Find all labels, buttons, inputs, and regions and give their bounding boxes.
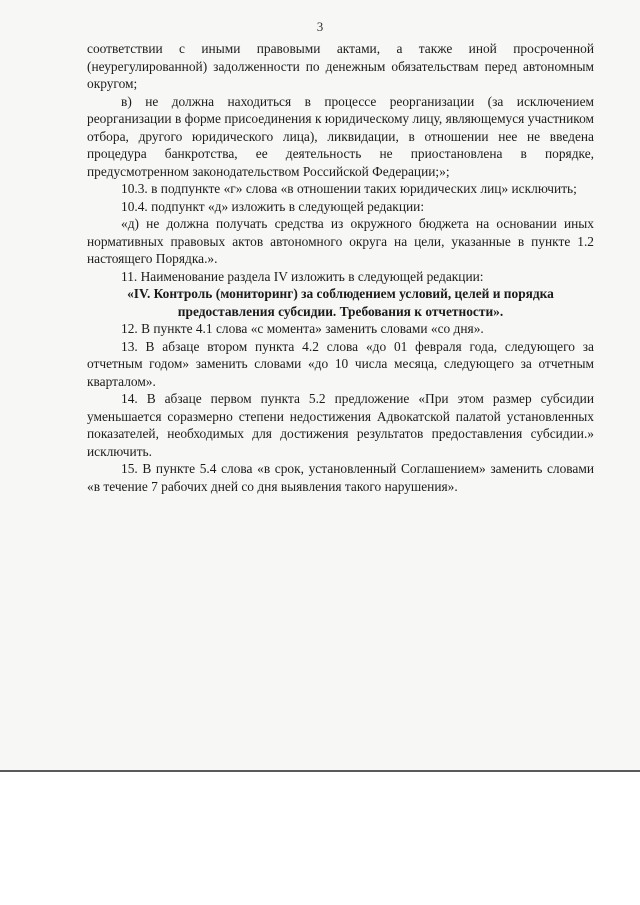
section-heading: «IV. Контроль (мониторинг) за соблюдением условий, целей и порядка предоставления субсидии. Требования к отчетности». xyxy=(127,286,554,319)
paragraph-11: 11. Наименование раздела IV изложить в следующей редакции: xyxy=(121,268,484,284)
paragraph-10-4: 10.4. подпункт «д» изложить в следующей редакции: xyxy=(121,198,425,214)
page-number: 3 xyxy=(316,19,324,34)
paragraph-15: 15. В пункте 5.4 слова «в срок, установленный Соглашением» заменить словами «в течение 7 рабочих дней со дня выявления такого нарушения». xyxy=(87,461,594,494)
paragraph-item-v: в) не должна находиться в процессе реорганизации (за исключением реорганизации в форме присоединения к юридическому лицу, являющемуся участником отбора, другого юридического лица), ликвидации, в отношении нее не введена процедура банкротства, ее деятельность не приостановлена в порядке, предусмотренном законодательством Российской Федерации;»; xyxy=(87,93,594,179)
paragraph-13: 13. В абзаце втором пункта 4.2 слова «до 01 февраля года, следующего за отчетным годом» заменить словами «до 10 числа месяца, следующего за отчетным кварталом». xyxy=(87,338,594,389)
document-body xyxy=(87,40,594,495)
paragraph-14: 14. В абзаце первом пункта 5.2 предложение «При этом размер субсидии уменьшается соразмерно степени недостижения Адвокатской палатой установленных показателей, необходимых для достижения результатов предоставления субсидии.» исключить. xyxy=(87,391,594,459)
paragraph-12: 12. В пункте 4.1 слова «с момента» заменить словами «со дня». xyxy=(121,321,484,336)
blank-area xyxy=(0,772,640,905)
paragraph-10-3: 10.3. в подпункте «г» слова «в отношении таких юридических лиц» исключить; xyxy=(121,181,577,196)
paragraph-item-d: «д) не должна получать средства из окружного бюджета на основании иных нормативных правовых актов автономного округа на цели, указанные в пункте 1.2 настоящего Порядка.». xyxy=(87,216,594,266)
paragraph-continuation: соответствии с иными правовыми актами, а также иной просроченной (неурегулированной) задолженности по денежным обязательствам перед автономным округом; xyxy=(87,41,594,91)
